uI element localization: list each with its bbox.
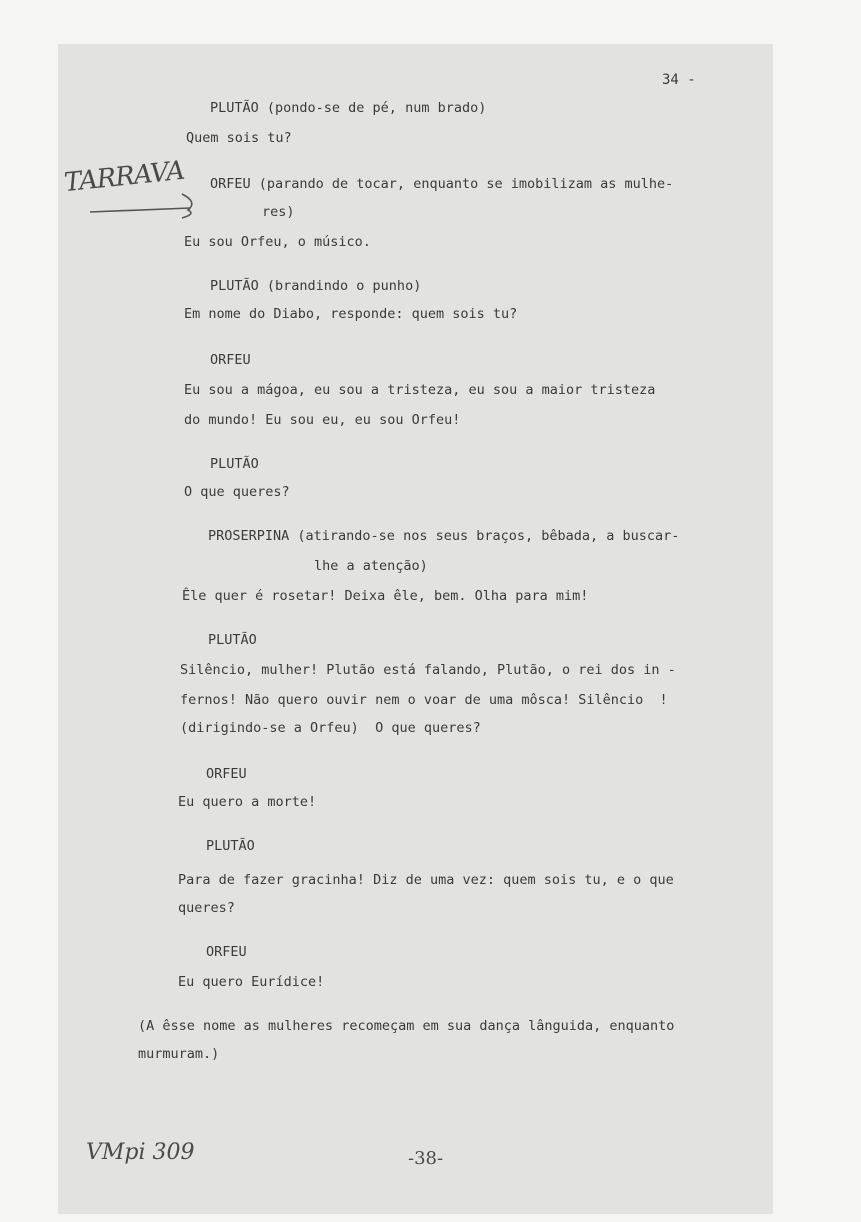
line-14: lhe a atenção) (314, 558, 428, 574)
line-15: Êle quer é rosetar! Deixa êle, bem. Olha para mim! (182, 588, 589, 604)
line-26: Eu quero Eurídice! (178, 974, 325, 990)
line-6: PLUTÃO (brandindo o punho) (210, 278, 422, 294)
line-20: ORFEU (206, 766, 247, 782)
line-7: Em nome do Diabo, responde: quem sois tu? (184, 306, 518, 322)
line-10: do mundo! Eu sou eu, eu sou Orfeu! (184, 412, 461, 428)
line-1: PLUTÃO (pondo-se de pé, num brado) (210, 100, 487, 116)
margin-arrow-icon (86, 188, 206, 224)
archive-mark: VMpi 309 (86, 1140, 195, 1165)
page-number: 34 - (662, 72, 696, 88)
line-25: ORFEU (206, 944, 247, 960)
line-4: res) (262, 204, 295, 220)
line-13: PROSERPINA (atirando-se nos seus braços, bêbada, a buscar- (208, 528, 680, 544)
folio-number: -38- (408, 1148, 444, 1169)
line-19: (dirigindo-se a Orfeu) O que queres? (180, 720, 481, 736)
line-5: Eu sou Orfeu, o músico. (184, 234, 371, 250)
line-2: Quem sois tu? (186, 130, 292, 146)
line-17: Silêncio, mulher! Plutão está falando, Plutão, o rei dos in - (180, 662, 676, 678)
line-27: (A êsse nome as mulheres recomeçam em sua dança lânguida, enquanto (138, 1018, 675, 1034)
line-28: murmuram.) (138, 1046, 220, 1062)
line-24: queres? (178, 900, 235, 916)
line-22: PLUTÃO (206, 838, 255, 854)
line-8: ORFEU (210, 352, 251, 368)
line-18: fernos! Não quero ouvir nem o voar de uma môsca! Silêncio ! (180, 692, 668, 708)
line-9: Eu sou a mágoa, eu sou a tristeza, eu sou a maior tristeza (184, 382, 656, 398)
typescript-page (58, 44, 773, 1214)
margin-note: TARRAVA (62, 155, 186, 199)
line-23: Para de fazer gracinha! Diz de uma vez: quem sois tu, e o que (178, 872, 674, 888)
line-12: O que queres? (184, 484, 290, 500)
line-16: PLUTÃO (208, 632, 257, 648)
line-3: ORFEU (parando de tocar, enquanto se imobilizam as mulhe- (210, 176, 674, 192)
line-11: PLUTÃO (210, 456, 259, 472)
line-21: Eu quero a morte! (178, 794, 317, 810)
